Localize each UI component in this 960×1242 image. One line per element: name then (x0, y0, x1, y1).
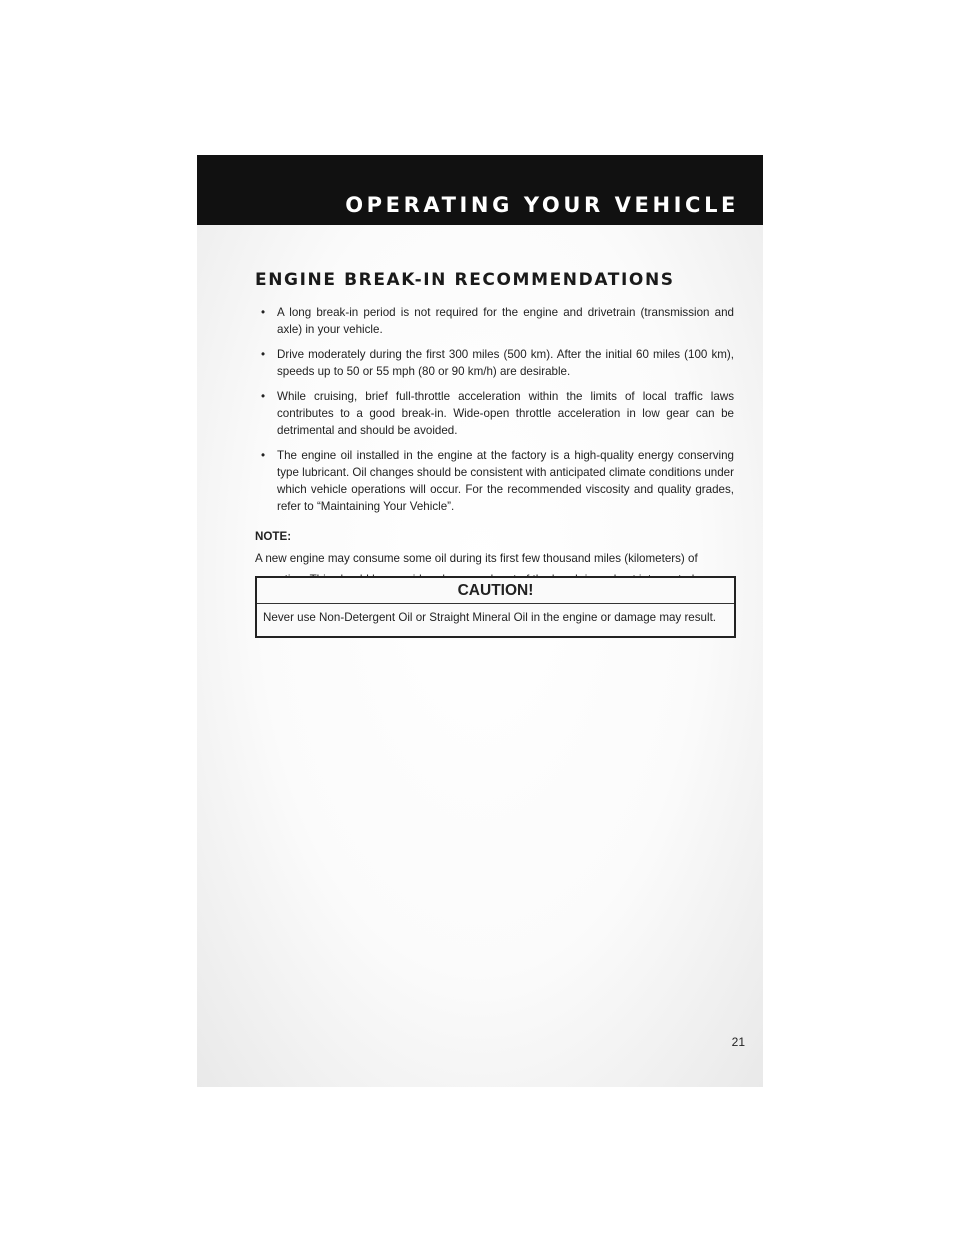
caution-box (255, 576, 736, 638)
bullet-item: • The engine oil installed in the engine at the factory is a high-quality energy conserving type lubricant. Oil changes should be consistent with anticipated climate conditions under which vehicle operations will occur. For the recommended viscosity and quality grades, refer to “Maintaining Your Vehicle”. (261, 449, 734, 513)
bullet-icon: • (261, 306, 266, 319)
bullet-icon: • (261, 348, 266, 361)
header-bar (197, 155, 763, 225)
note-label: NOTE: (255, 530, 292, 543)
manual-page (197, 155, 763, 1087)
bullet-icon: • (261, 390, 266, 403)
caution-text: Never use Non-Detergent Oil or Straight Mineral Oil in the engine or damage may result. (263, 611, 717, 624)
bullet-item: • A long break-in period is not required for the engine and drivetrain (transmission and axle) in your vehicle. (261, 306, 734, 336)
note-text: A new engine may consume some oil during its first few thousand miles (kilometers) of (255, 552, 698, 565)
page-number: 21 (731, 1035, 745, 1049)
header-title: OPERATING YOUR VEHICLE (345, 193, 739, 217)
section-title: ENGINE BREAK-IN RECOMMENDATIONS (255, 270, 675, 290)
bullet-item: • While cruising, brief full-throttle acceleration within the limits of local traffic laws contributes to a good break-in. Wide-open throttle acceleration in low gear can be detrimental and should be avoided. (261, 390, 734, 437)
section-content (255, 304, 734, 611)
caution-title: CAUTION! (257, 578, 734, 604)
bullet-item: • Drive moderately during the first 300 miles (500 km). After the initial 60 miles (100 km), speeds up to 50 or 55 mph (80 or 90 km/h) are desirable. (261, 348, 734, 378)
bullet-icon: • (261, 449, 266, 462)
bullet-list (255, 304, 734, 515)
